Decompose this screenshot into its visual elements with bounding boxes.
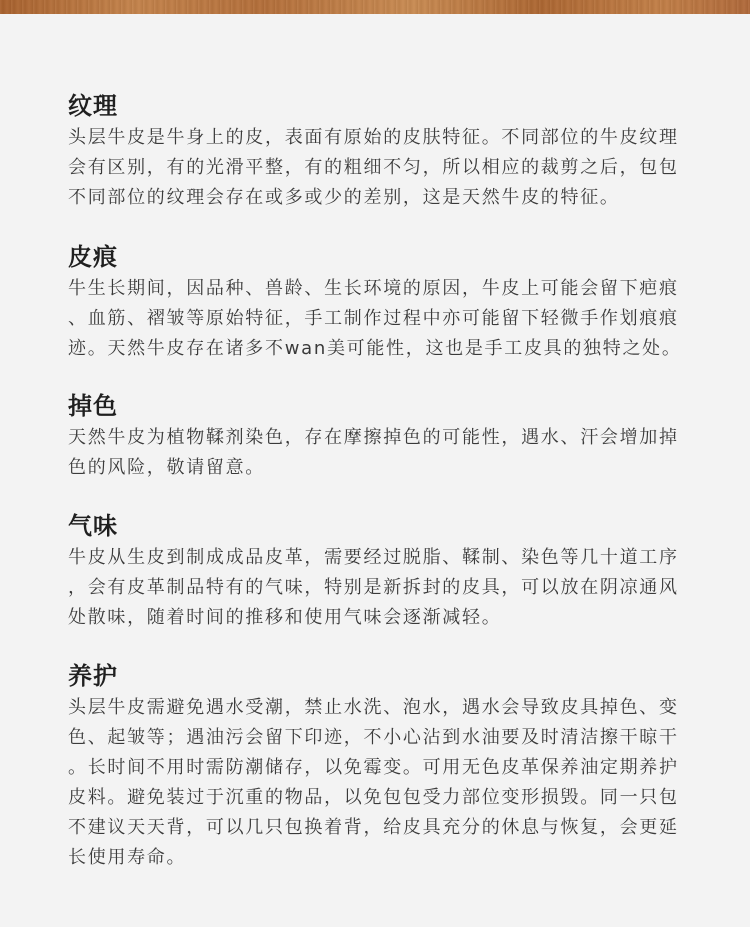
leather-texture-banner <box>0 0 750 14</box>
section-color-fading-line: 天然牛皮为植物鞣剂染色，存在摩擦掉色的可能性，遇水、汗会增加掉 <box>68 427 679 448</box>
section-odor-line: ，会有皮革制品特有的气味，特别是新拆封的皮具，可以放在阴凉通风 <box>68 577 679 598</box>
section-odor-line: 处散味，随着时间的推移和使用气味会逐渐减轻。 <box>68 607 502 628</box>
section-texture-body <box>68 123 708 213</box>
section-care-line: 色、起皱等；遇油污会留下印迹，不小心沾到水油要及时清洁擦干晾干 <box>68 727 679 748</box>
section-marks-body <box>68 274 708 364</box>
section-care-line: 头层牛皮需避免遇水受潮，禁止水洗、泡水，遇水会导致皮具掉色、变 <box>68 697 679 718</box>
section-odor-heading: 气味 <box>68 512 118 540</box>
section-care-body <box>68 693 708 873</box>
section-marks-line: 迹。天然牛皮存在诸多不wan美可能性，这也是手工皮具的独特之处。 <box>68 338 682 359</box>
section-odor-line: 牛皮从生皮到制成成品皮革，需要经过脱脂、鞣制、染色等几十道工序 <box>68 547 679 568</box>
section-marks <box>68 240 708 364</box>
section-care <box>68 659 708 873</box>
section-marks-heading: 皮痕 <box>68 243 118 271</box>
section-texture-line: 不同部位的纹理会存在或多或少的差别，这是天然牛皮的特征。 <box>68 187 620 208</box>
section-care-heading: 养护 <box>68 662 118 690</box>
section-care-line: 。长时间不用时需防潮储存，以免霉变。可用无色皮革保养油定期养护 <box>68 757 679 778</box>
section-care-line: 长使用寿命。 <box>68 847 187 868</box>
section-texture <box>68 89 708 213</box>
section-texture-heading: 纹理 <box>68 92 118 120</box>
section-color-fading-line: 色的风险，敬请留意。 <box>68 457 265 478</box>
section-color-fading-body <box>68 423 708 483</box>
section-odor <box>68 509 708 633</box>
section-marks-line: 、血筋、褶皱等原始特征，手工制作过程中亦可能留下轻微手作划痕痕 <box>68 308 679 329</box>
section-texture-line: 头层牛皮是牛身上的皮，表面有原始的皮肤特征。不同部位的牛皮纹理 <box>68 127 679 148</box>
section-care-line: 不建议天天背，可以几只包换着背，给皮具充分的休息与恢复，会更延 <box>68 817 679 838</box>
section-texture-line: 会有区别，有的光滑平整，有的粗细不匀，所以相应的裁剪之后，包包 <box>68 157 679 178</box>
section-marks-line: 牛生长期间，因品种、兽龄、生长环境的原因，牛皮上可能会留下疤痕 <box>68 278 679 299</box>
section-odor-body <box>68 543 708 633</box>
section-color-fading-heading: 掉色 <box>68 392 118 420</box>
section-color-fading <box>68 389 708 483</box>
section-care-line: 皮料。避免装过于沉重的物品，以免包包受力部位变形损毁。同一只包 <box>68 787 679 808</box>
